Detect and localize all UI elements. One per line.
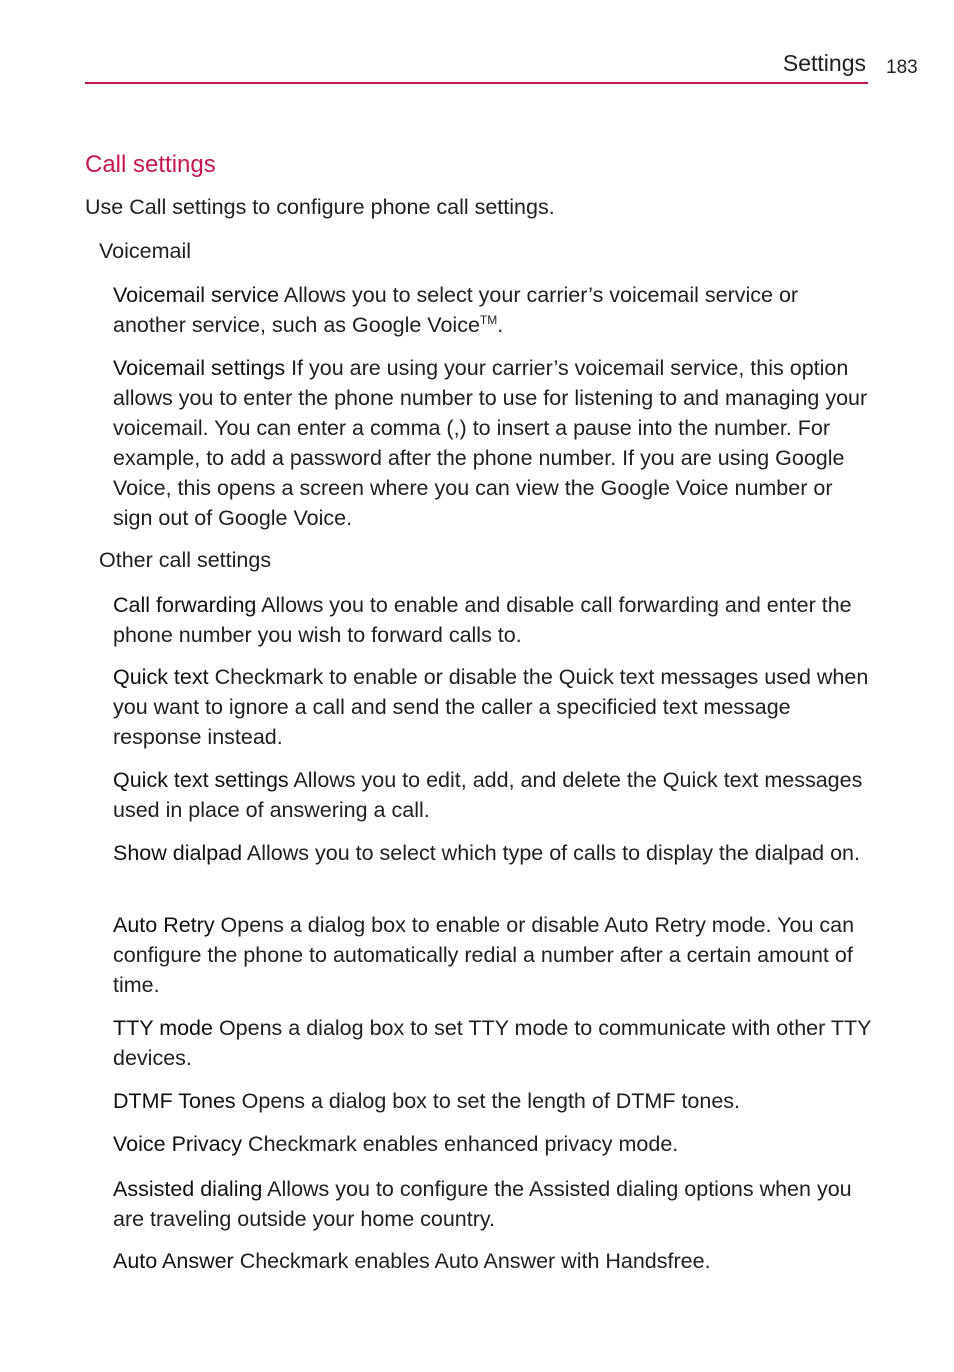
auto-retry-entry	[113, 910, 873, 1000]
voice-privacy-entry	[113, 1129, 873, 1159]
entry-term: Auto Answer	[113, 1249, 234, 1273]
quick-text-settings-entry	[113, 765, 873, 825]
entry-term: DTMF Tones	[113, 1089, 236, 1113]
assisted-dialing-entry	[113, 1174, 873, 1234]
entry-term: Quick text settings	[113, 768, 289, 792]
entry-description: Opens a dialog box to set TTY mode to communicate with other TTY devices.	[113, 1016, 872, 1070]
entry-description: Allows you to configure the Assisted dialing options when you are traveling outside your home country.	[113, 1177, 852, 1231]
entry-description: Checkmark to enable or disable the Quick text messages used when you want to ignore a call and send the caller a specificied text message response instead.	[113, 665, 869, 749]
other-call-settings-heading: Other call settings	[99, 548, 272, 572]
header-title: Settings	[782, 50, 866, 76]
entry-term: Assisted dialing	[113, 1177, 263, 1201]
auto-answer-entry	[113, 1246, 873, 1276]
entry-description: If you are using your carrier’s voicemail service, this option allows you to enter the phone number to use for listening to and managing your voicemail. You can enter a comma (,) to insert a pause into the number. For example, to add a password after the phone number. If you are using Google Voice, this opens a screen where you can view the Google Voice number or sign out of Google Voice.	[113, 356, 868, 530]
voicemail-heading: Voicemail	[99, 239, 192, 263]
entry-term: Voicemail service	[113, 283, 280, 307]
entry-tail: .	[497, 313, 504, 337]
call-forwarding-entry	[113, 590, 873, 650]
entry-description: Allows you to enable and disable call forwarding and enter the phone number you wish to forward calls to.	[113, 593, 852, 647]
entry-term: Call forwarding	[113, 593, 257, 617]
intro-text: Use Call settings to configure phone call settings.	[85, 195, 555, 219]
show-dialpad-entry	[113, 838, 873, 868]
page-number: 183	[886, 57, 918, 78]
voicemail-settings-entry	[113, 353, 873, 533]
entry-description: Checkmark enables Auto Answer with Handsfree.	[233, 1249, 711, 1273]
quick-text-entry	[113, 662, 873, 752]
entry-description: Opens a dialog box to enable or disable Auto Retry mode. You can configure the phone to automatically redial a number after a certain amount of time.	[113, 913, 855, 997]
entry-term: TTY mode	[113, 1016, 213, 1040]
entry-description: Opens a dialog box to set the length of DTMF tones.	[235, 1089, 741, 1113]
section-heading: Call settings	[85, 151, 216, 178]
entry-term: Auto Retry	[113, 913, 215, 937]
entry-description: Allows you to edit, add, and delete the Quick text messages used in place of answering a call.	[113, 768, 863, 822]
entry-term: Voicemail settings	[113, 356, 286, 380]
dtmf-tones-entry	[113, 1086, 873, 1116]
entry-term: Quick text	[113, 665, 209, 689]
entry-term: Show dialpad	[113, 841, 243, 865]
voicemail-service-entry	[113, 280, 873, 340]
entry-description: Allows you to select which type of calls to display the dialpad on.	[242, 841, 860, 865]
entry-description: Checkmark enables enhanced privacy mode.	[242, 1132, 679, 1156]
entry-term: Voice Privacy	[113, 1132, 243, 1156]
tty-mode-entry	[113, 1013, 873, 1073]
trademark-mark: TM	[479, 312, 498, 327]
page-header	[85, 48, 868, 84]
entry-description: Allows you to select your carrier’s voicemail service or another service, such as Google Voice	[113, 283, 799, 337]
